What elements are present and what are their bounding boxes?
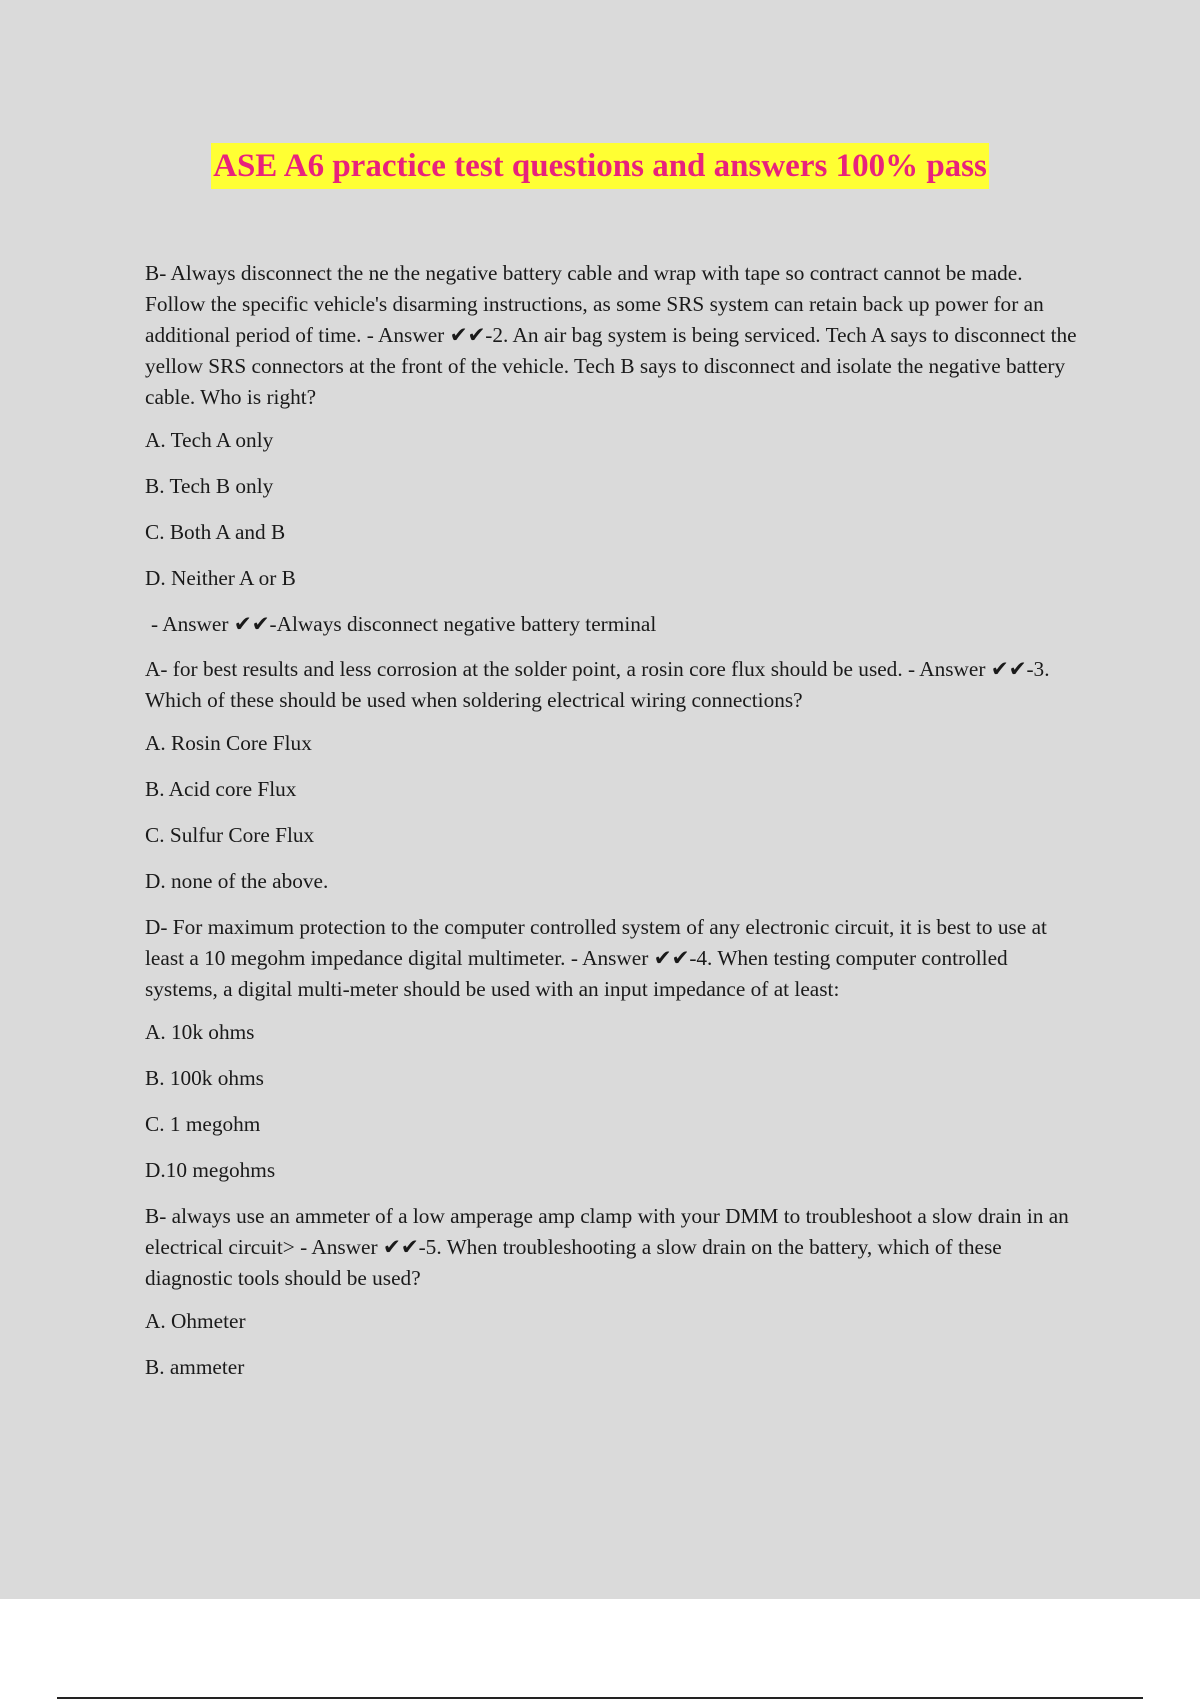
question-4-option-a: A. 10k ohms — [145, 1020, 255, 1044]
footer-divider — [57, 1697, 1143, 1699]
question-4-option-b: B. 100k ohms — [145, 1066, 264, 1090]
question-3-option-b: B. Acid core Flux — [145, 777, 297, 801]
question-3-option-a: A. Rosin Core Flux — [145, 731, 312, 755]
question-4-option-c: C. 1 megohm — [145, 1112, 261, 1136]
question-5-explanation: B- always use an ammeter of a low amperage amp clamp with your DMM to troubleshoot a slow drain in an electrical circuit> - Answer ✔✔-5. When troubleshooting a slow drain on the battery, which of these diagnostic tools should be used? — [145, 1204, 1069, 1290]
question-2-option-d: D. Neither A or B — [145, 566, 296, 590]
question-3-explanation: A- for best results and less corrosion at the solder point, a rosin core flux should be used. - Answer ✔✔-3. Which of these should be used when soldering electrical wiring connections? — [145, 657, 1050, 712]
question-2-option-c: C. Both A and B — [145, 520, 286, 544]
question-4-explanation: D- For maximum protection to the computer controlled system of any electronic circuit, it is best to use at least a 10 megohm impedance digital multimeter. - Answer ✔✔-4. When testing computer controlled systems, a digital multi-meter should be used with an input impedance of at least: — [145, 915, 1047, 1001]
question-3-option-c: C. Sulfur Core Flux — [145, 823, 315, 847]
question-2-option-a: A. Tech A only — [145, 428, 274, 452]
question-5-option-b: B. ammeter — [145, 1355, 245, 1379]
title-container — [0, 143, 1200, 189]
question-2-answer: - Answer ✔✔-Always disconnect negative battery terminal — [151, 612, 657, 636]
question-4-option-d: D.10 megohms — [145, 1158, 276, 1182]
document-body — [145, 258, 1085, 1398]
question-2-option-b: B. Tech B only — [145, 474, 274, 498]
question-2-explanation: B- Always disconnect the ne the negative battery cable and wrap with tape so contract cannot be made. Follow the specific vehicle's disarming instructions, as some SRS system can retain back up power for an additional period of time. - Answer ✔✔-2. An air bag system is being serviced. Tech A says to disconnect the yellow SRS connectors at the front of the vehicle. Tech B says to disconnect and isolate the negative battery cable. Who is right? — [145, 261, 1077, 409]
page-title: ASE A6 practice test questions and answers 100% pass — [211, 143, 989, 189]
question-5-option-a: A. Ohmeter — [145, 1309, 246, 1333]
question-3-option-d: D. none of the above. — [145, 869, 329, 893]
